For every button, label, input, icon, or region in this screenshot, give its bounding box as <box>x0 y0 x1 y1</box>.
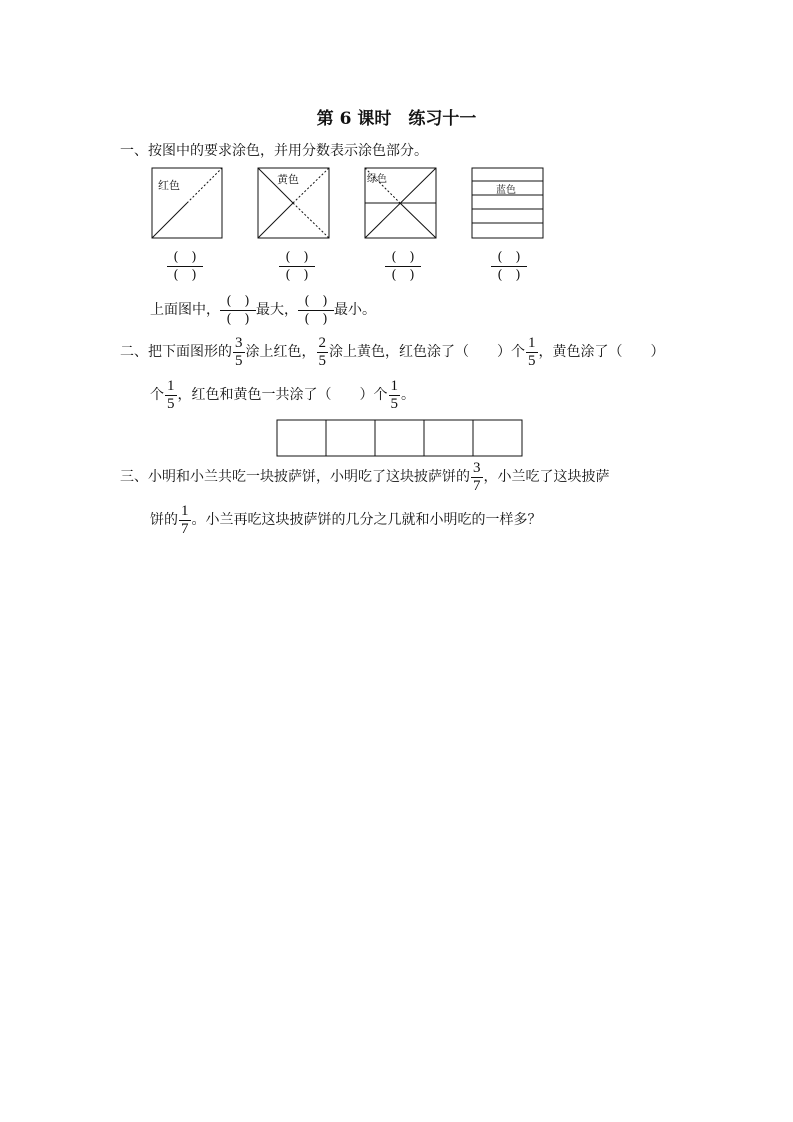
text: 饼的 <box>150 512 178 528</box>
denominator-blank: ( ) <box>285 268 309 283</box>
numerator-blank: ( ) <box>279 249 315 267</box>
figure-yellow-quarter <box>258 168 329 238</box>
compare-line <box>150 292 376 328</box>
fraction-1-5: $\frac{1}{5}$ <box>528 334 536 369</box>
fraction-answer-red[interactable] <box>167 249 203 284</box>
question-1-prompt: 一、按图中的要求涂色，并用分数表示涂色部分。 <box>120 143 428 159</box>
denominator-blank: ( ) <box>226 311 250 327</box>
largest-label: 最大， <box>256 302 298 318</box>
text: ，小兰吃了这块披萨 <box>483 469 610 485</box>
numerator-blank: ( ) <box>491 249 527 267</box>
question-2-line-1 <box>120 334 665 370</box>
question-2-line-2 <box>150 377 415 413</box>
answer-boxes-row <box>277 420 522 456</box>
numerator-blank: ( ) <box>167 249 203 267</box>
fraction-answer-blue[interactable] <box>491 249 527 284</box>
text: 涂上黄色，红色涂了（ ）个 <box>329 344 525 360</box>
text: 。小兰再吃这块披萨饼的几分之几就和小明吃的一样多？ <box>191 512 542 528</box>
fraction-1-7: $\frac{1}{7}$ <box>181 502 189 537</box>
numerator-blank: ( ) <box>220 293 256 311</box>
fraction-answer-yellow[interactable] <box>279 249 315 284</box>
text: 。 <box>401 387 415 403</box>
largest-answer[interactable] <box>220 293 256 328</box>
fraction-answer-green[interactable] <box>385 249 421 284</box>
denominator-blank: ( ) <box>173 268 197 283</box>
text: ，红色和黄色一共涂了（ ）个 <box>177 387 388 403</box>
page-title: 第 6 课时 练习十一 <box>316 109 477 129</box>
fraction-2-5: $\frac{2}{5}$ <box>318 334 326 369</box>
denominator-blank: ( ) <box>304 311 328 327</box>
compare-prefix: 上面图中， <box>150 302 220 318</box>
question-3-line-2 <box>150 502 542 538</box>
figure-label: 绿色 <box>367 174 387 185</box>
denominator-blank: ( ) <box>497 268 521 283</box>
figure-label: 蓝色 <box>496 185 516 196</box>
smallest-answer[interactable] <box>298 293 334 328</box>
text: 个 <box>150 387 164 403</box>
figure-blue-fifth <box>472 168 543 238</box>
denominator-blank: ( ) <box>391 268 415 283</box>
text: ，黄色涂了（ ） <box>538 344 665 360</box>
text: 三、小明和小兰共吃一块披萨饼，小明吃了这块披萨饼的 <box>120 469 470 485</box>
fraction-3-5: $\frac{3}{5}$ <box>235 334 243 369</box>
text: 涂上红色， <box>245 344 316 360</box>
fraction-1-5: $\frac{1}{5}$ <box>390 377 398 412</box>
numerator-blank: ( ) <box>385 249 421 267</box>
fraction-1-5: $\frac{1}{5}$ <box>167 377 175 412</box>
smallest-label: 最小。 <box>334 302 376 318</box>
question-3-line-1 <box>120 459 610 495</box>
figure-red-half <box>152 168 222 238</box>
figure-label: 红色 <box>158 179 180 192</box>
figure-label: 黄色 <box>277 173 299 186</box>
numerator-blank: ( ) <box>298 293 334 311</box>
figure-green-eighth <box>365 168 436 238</box>
text: 二、把下面图形的 <box>120 344 232 360</box>
fraction-3-7: $\frac{3}{7}$ <box>473 459 481 494</box>
